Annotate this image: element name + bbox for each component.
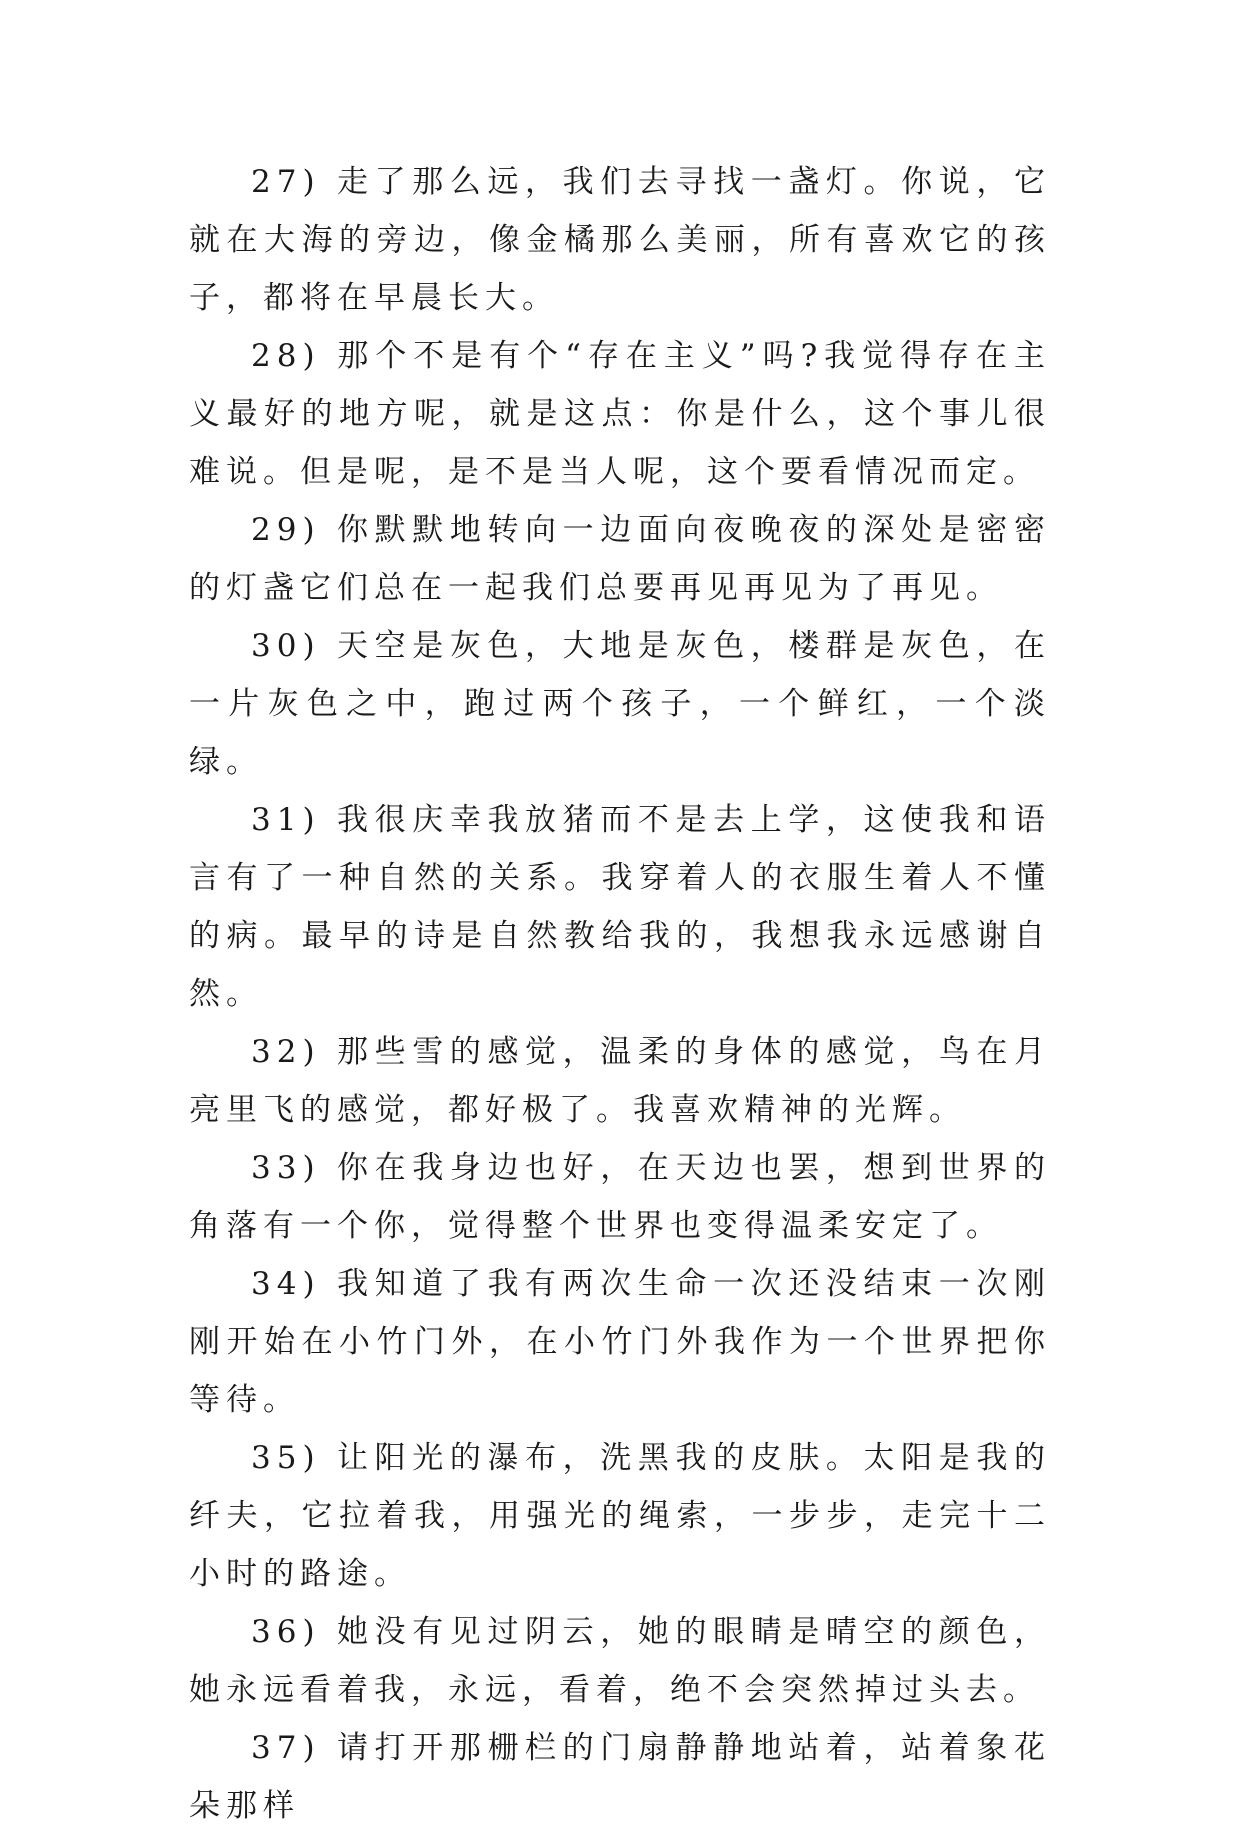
paragraph-35: 35) 让阳光的瀑布，洗黑我的皮肤。太阳是我的纤夫，它拉着我，用强光的绳索，一步步，走完十二小时的路途。	[189, 1440, 1051, 1592]
paragraph-31: 31) 我很庆幸我放猪而不是去上学，这使我和语言有了一种自然的关系。我穿着人的衣服生着人不懂的病。最早的诗是自然教给我的，我想我永远感谢自然。	[189, 802, 1051, 1012]
paragraph-37: 37) 请打开那栅栏的门扇静静地站着，站着象花朵那样	[189, 1730, 1051, 1824]
paragraph-33: 33) 你在我身边也好，在天边也罢，想到世界的角落有一个你，觉得整个世界也变得温柔安定了。	[189, 1150, 1051, 1244]
paragraph-32: 32) 那些雪的感觉，温柔的身体的感觉，鸟在月亮里飞的感觉，都好极了。我喜欢精神的光辉。	[189, 1034, 1051, 1128]
paragraph-27: 27) 走了那么远，我们去寻找一盏灯。你说，它就在大海的旁边，像金橘那么美丽，所有喜欢它的孩子，都将在早晨长大。	[189, 164, 1051, 316]
paragraph-29: 29) 你默默地转向一边面向夜晚夜的深处是密密的灯盏它们总在一起我们总要再见再见为了再见。	[189, 512, 1051, 606]
paragraph-30: 30) 天空是灰色，大地是灰色，楼群是灰色，在一片灰色之中，跑过两个孩子，一个鲜红，一个淡绿。	[189, 628, 1051, 780]
document-body	[189, 153, 1051, 1835]
paragraph-34: 34) 我知道了我有两次生命一次还没结束一次刚刚开始在小竹门外，在小竹门外我作为一个世界把你等待。	[189, 1266, 1051, 1418]
paragraph-28: 28) 那个不是有个“存在主义”吗?我觉得存在主义最好的地方呢，就是这点：你是什么，这个事儿很难说。但是呢，是不是当人呢，这个要看情况而定。	[189, 338, 1051, 490]
paragraph-36: 36) 她没有见过阴云，她的眼睛是晴空的颜色，她永远看着我，永远，看着，绝不会突然掉过头去。	[189, 1614, 1051, 1708]
